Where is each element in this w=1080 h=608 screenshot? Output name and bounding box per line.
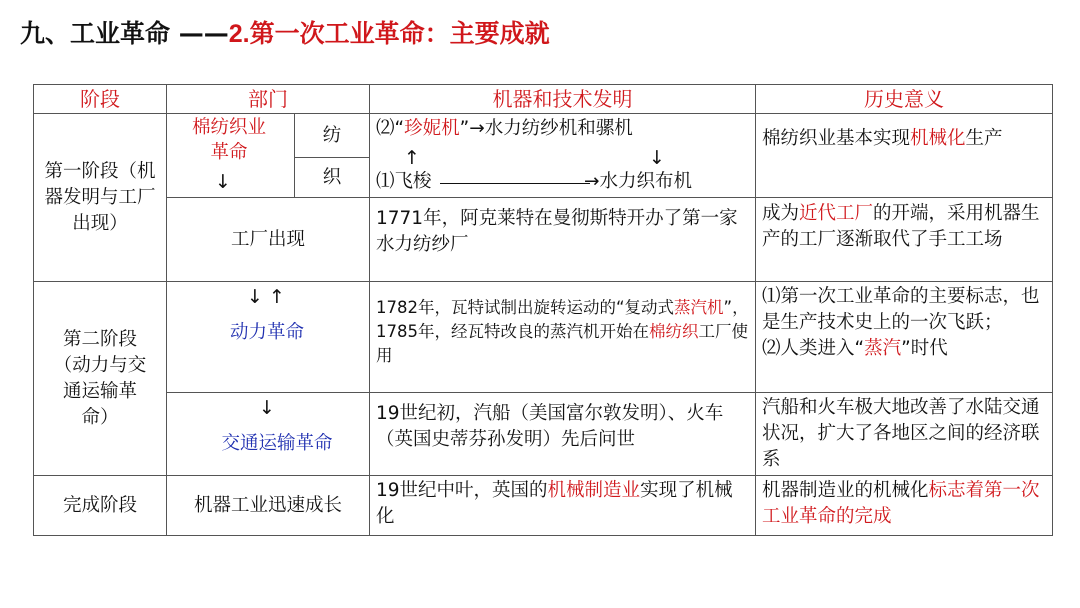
arrow-down-icon: ↓ bbox=[649, 147, 665, 169]
invention-power-cell bbox=[369, 281, 756, 393]
title-prefix: 九、工业革命 —— bbox=[20, 19, 229, 48]
arrows-down-up-icon: ↓ ↑ bbox=[247, 286, 285, 308]
stage-1-label: 第一阶段（机器发明与工厂出现） bbox=[44, 160, 156, 234]
inv5-a: 19世纪中叶，英国的 bbox=[376, 480, 548, 501]
inv2-prefix: ⑴飞梭 bbox=[376, 171, 432, 192]
connector-line bbox=[440, 183, 590, 184]
title-main: 第一次工业革命：主要成就 bbox=[249, 19, 550, 48]
achievements-table bbox=[33, 84, 1053, 539]
stage-1-cell bbox=[33, 113, 167, 282]
sig1-a: 棉纺织业基本实现 bbox=[762, 128, 911, 149]
dept-power-label: 动力革命 bbox=[229, 322, 304, 343]
spin-cell bbox=[294, 113, 370, 158]
inv3-steam-engine: 蒸汽机 bbox=[674, 298, 724, 317]
invention-factory-text: 1771年，阿克莱特在曼彻斯特开办了第一家水力纺纱厂 bbox=[376, 208, 738, 255]
inv5-b: 实现了机械化 bbox=[376, 480, 733, 527]
sig5-red: 标志着第一次工业革命的完成 bbox=[762, 480, 1040, 527]
sig3-line1: ⑴第一次工业革命的主要标志，也是生产技术史上的一次飞跃； bbox=[762, 286, 1040, 333]
sig2-red: 近代工厂 bbox=[799, 203, 874, 224]
inv3-cotton: 棉纺织 bbox=[649, 322, 699, 341]
significance-factory-cell bbox=[755, 197, 1053, 282]
significance-power-cell bbox=[755, 281, 1053, 393]
inv1-prefix: ⑵“ bbox=[376, 118, 405, 139]
stage-2-label: 第二阶段（动力与交通运输革命） bbox=[53, 328, 147, 428]
sig1-b: 生产 bbox=[965, 128, 1003, 149]
spin-label: 纺 bbox=[322, 124, 342, 146]
significance-machine-cell bbox=[755, 475, 1053, 536]
header-dept: 部门 bbox=[166, 84, 370, 114]
invention-machine-cell bbox=[369, 475, 756, 536]
dept-power-cell bbox=[166, 281, 370, 393]
sig3-2b: ”时代 bbox=[901, 338, 948, 359]
significance-transport-cell bbox=[755, 392, 1053, 476]
inv3-b: ”，1785年，经瓦特改良的蒸汽机开始在 bbox=[376, 298, 749, 341]
arrow-up-icon: ↑ bbox=[404, 147, 420, 169]
title-number: 2. bbox=[228, 20, 250, 48]
dept-machine-cell bbox=[166, 475, 370, 536]
invention-cotton-cell bbox=[369, 113, 756, 198]
sig2-b: 的开端，采用机器生产的工厂逐渐取代了手工工场 bbox=[762, 203, 1040, 250]
inv5-red: 机械制造业 bbox=[547, 480, 641, 501]
dept-factory-label: 工厂出现 bbox=[230, 228, 305, 250]
invention-spinning bbox=[376, 116, 633, 142]
weave-label: 织 bbox=[322, 166, 342, 188]
stage-2-cell bbox=[33, 281, 167, 476]
stage-3-cell bbox=[33, 475, 167, 536]
significance-cotton-cell bbox=[755, 113, 1053, 198]
sig2-a: 成为 bbox=[762, 203, 800, 224]
dept-factory-cell bbox=[166, 197, 370, 282]
inv2-suffix: →水力织布机 bbox=[584, 171, 693, 192]
header-stage: 阶段 bbox=[33, 84, 167, 114]
dept-cotton-cell bbox=[166, 113, 295, 198]
invention-transport-text: 19世纪初，汽船（美国富尔敦发明）、火车（英国史蒂芬孙发明）先后问世 bbox=[376, 403, 724, 450]
dept-machine-label: 机器工业迅速成长 bbox=[193, 494, 342, 516]
page-title bbox=[20, 14, 550, 50]
invention-factory-cell bbox=[369, 197, 756, 282]
significance-transport-text: 汽船和火车极大地改善了水陆交通状况，扩大了各地区之间的经济联系 bbox=[762, 397, 1040, 470]
header-significance: 历史意义 bbox=[755, 84, 1053, 114]
inv1-suffix: ”→水力纺纱机和骡机 bbox=[459, 118, 633, 139]
header-invention: 机器和技术发明 bbox=[369, 84, 756, 114]
dept-transport-cell bbox=[166, 392, 370, 476]
inv3-c: 工厂使用 bbox=[376, 322, 748, 365]
inv1-jenny: 珍妮机 bbox=[404, 118, 460, 139]
sig3-steam: 蒸汽 bbox=[864, 338, 902, 359]
sig1-red: 机械化 bbox=[910, 128, 966, 149]
arrow-down-icon: ↓ bbox=[259, 397, 275, 419]
dept-transport-label: 交通运输革命 bbox=[221, 433, 333, 454]
sig3-2a: ⑵人类进入“ bbox=[762, 338, 865, 359]
sig5-a: 机器制造业的机械化 bbox=[762, 480, 929, 501]
arrow-down-icon: ↓ bbox=[215, 171, 231, 193]
invention-transport-cell bbox=[369, 392, 756, 476]
sig3-line2 bbox=[762, 336, 1046, 362]
stage-3-label: 完成阶段 bbox=[62, 494, 137, 516]
inv3-a: 1782年，瓦特试制出旋转运动的“复动式 bbox=[376, 298, 675, 317]
weave-cell bbox=[294, 157, 370, 198]
dept-cotton-label: 棉纺织业革命 bbox=[191, 117, 266, 163]
